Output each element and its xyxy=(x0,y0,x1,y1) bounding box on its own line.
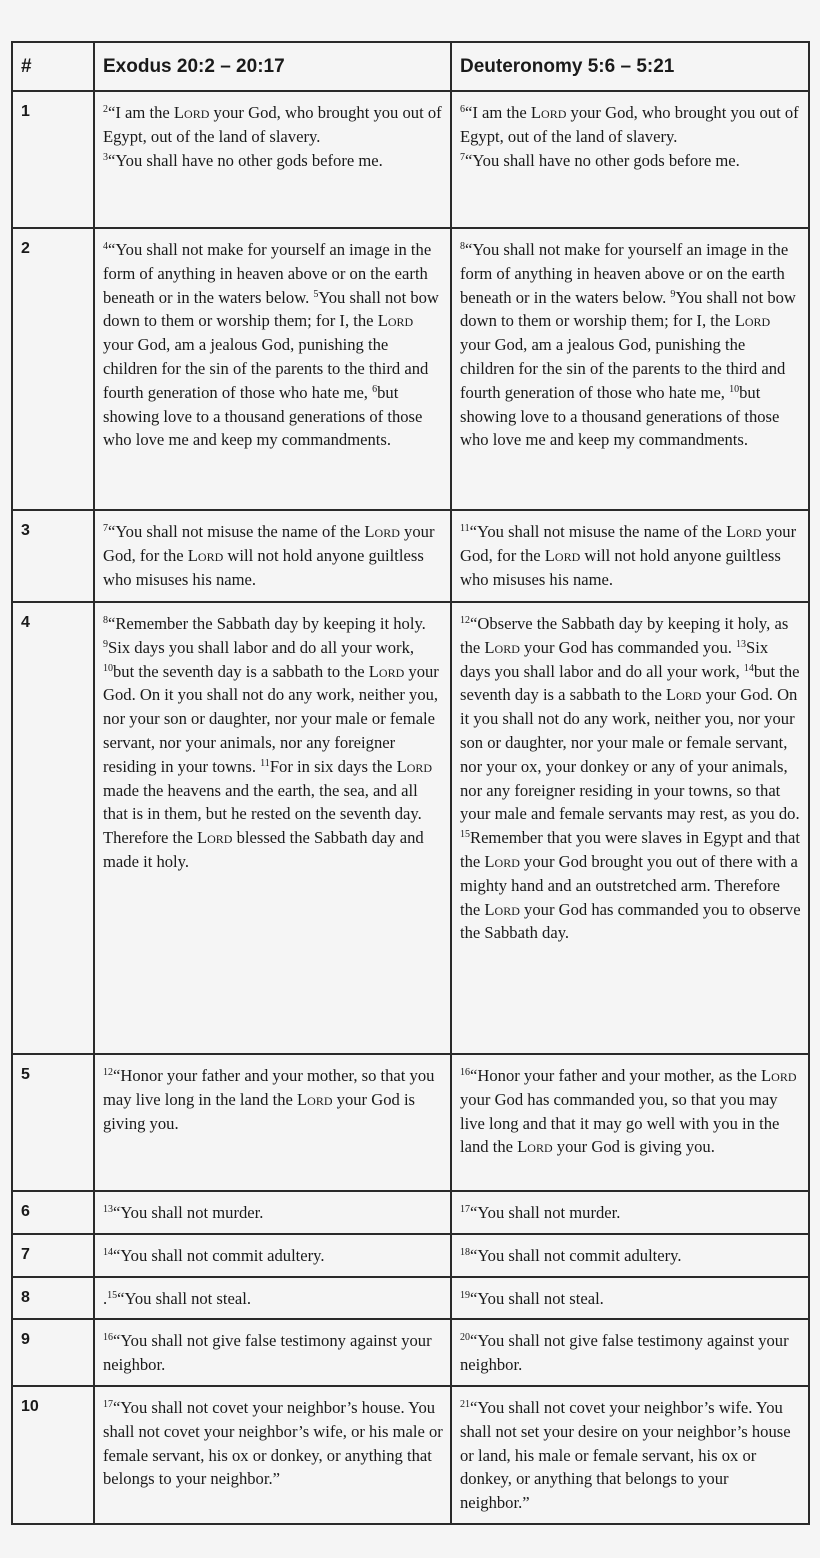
lord-small-caps: Lord xyxy=(517,1137,553,1157)
verse-text: will not hold anyone guiltless who misuses his name. xyxy=(103,545,424,589)
verse-text: your God, who brought you out of Egypt, out of the land of slavery. xyxy=(103,103,442,146)
verse-number: 8 xyxy=(103,615,108,626)
lord-small-caps: Lord xyxy=(734,311,771,331)
header-deuteronomy: Deuteronomy 5:6 – 5:21 xyxy=(451,42,809,91)
verse-text: “Honor your father and your mother, as the xyxy=(470,1066,762,1085)
lord-small-caps: Lord xyxy=(666,685,702,705)
verse-text: your God is giving you. xyxy=(552,1137,715,1157)
lord-small-caps: Lord xyxy=(364,522,400,541)
lord-small-caps: Lord xyxy=(726,522,762,541)
lord-small-caps: Lord xyxy=(544,545,581,565)
verse-text: “You shall have no other gods before me. xyxy=(108,150,383,170)
exodus-cell xyxy=(94,228,451,510)
verse-number: 16 xyxy=(460,1067,470,1078)
verse-text: your God, who brought you out of Egypt, out of the land of slavery. xyxy=(460,103,799,146)
commandment-number: 1 xyxy=(12,91,94,228)
exodus-cell xyxy=(94,1054,451,1191)
deuteronomy-cell xyxy=(451,228,809,510)
lord-small-caps: Lord xyxy=(761,1066,797,1085)
deuteronomy-cell xyxy=(451,1319,809,1386)
exodus-cell xyxy=(94,1191,451,1234)
verse-number: 6 xyxy=(372,383,378,395)
table-row xyxy=(12,228,809,510)
verse-number: 13 xyxy=(736,638,747,650)
verse-text: but showing love to a thousand generations of those who love me and keep my commandments. xyxy=(460,382,780,450)
verse-text: “You shall not murder. xyxy=(113,1203,264,1222)
verse-number: 19 xyxy=(460,1289,470,1301)
deuteronomy-cell xyxy=(451,1277,809,1320)
lord-small-caps: Lord xyxy=(368,661,405,681)
commandment-number: 4 xyxy=(12,602,94,1054)
verse-number: 3 xyxy=(103,151,108,163)
verse-text: “Honor your father and your mother, so that you may live long in the land the xyxy=(103,1066,435,1109)
verse-number: 8 xyxy=(460,241,465,252)
lord-small-caps: Lord xyxy=(187,545,224,565)
deuteronomy-cell xyxy=(451,602,809,1054)
verse-text: You shall not bow down to them or worship them; for I, the xyxy=(460,287,796,331)
lord-small-caps: Lord xyxy=(484,899,520,919)
commandment-number: 10 xyxy=(12,1386,94,1524)
verse-text: “You shall not make for yourself an image in the form of anything in heaven above or on the earth beneath or in the waters below. xyxy=(460,240,789,307)
verse-text: You shall not bow down to them or worship them; for I, the xyxy=(103,287,439,331)
verse-number: 9 xyxy=(670,288,676,300)
commandment-number: 3 xyxy=(12,510,94,602)
verse-text: “You shall not steal. xyxy=(117,1288,251,1308)
verse-number: 6 xyxy=(460,104,465,115)
verse-text: “You shall not give false testimony against your neighbor. xyxy=(460,1331,789,1375)
verse-text: your God, am a jealous God, punishing the children for the sin of the parents to the third and fourth generation of those who hate me, xyxy=(460,335,786,402)
verse-number: 15 xyxy=(107,1289,118,1301)
table-row xyxy=(12,1386,809,1524)
lord-small-caps: Lord xyxy=(484,637,520,657)
exodus-cell xyxy=(94,1277,451,1320)
verse-number: 9 xyxy=(103,638,108,650)
table-row xyxy=(12,602,809,1054)
verse-text: your God. On it you shall not do any work, neither you, nor your son or daughter, nor your male or female servant, nor your animals, nor any foreigner residing in your towns. xyxy=(103,661,439,776)
verse-text: “Remember the Sabbath day by keeping it holy. xyxy=(108,614,426,633)
table-row xyxy=(12,1234,809,1277)
deuteronomy-cell xyxy=(451,1054,809,1191)
verse-number: 14 xyxy=(743,662,754,674)
table-row xyxy=(12,510,809,602)
exodus-cell xyxy=(94,1319,451,1386)
verse-number: 10 xyxy=(729,383,740,395)
verse-text: your God has commanded you to observe the Sabbath day. xyxy=(460,899,801,943)
verse-number: 12 xyxy=(460,615,470,626)
deuteronomy-cell xyxy=(451,510,809,602)
verse-text: “You shall not commit adultery. xyxy=(113,1245,325,1265)
verse-number: 7 xyxy=(460,151,465,163)
verse-text: Six days you shall labor and do all your work, xyxy=(460,637,769,681)
table-row xyxy=(12,91,809,228)
commandment-number: 5 xyxy=(12,1054,94,1191)
deuteronomy-cell xyxy=(451,1234,809,1277)
verse-text: your God, for the xyxy=(103,522,435,565)
deuteronomy-cell xyxy=(451,1191,809,1234)
commandment-number: 6 xyxy=(12,1191,94,1234)
verse-text: “I am the xyxy=(465,103,531,122)
verse-text: your God, for the xyxy=(460,522,797,565)
verse-number: 10 xyxy=(103,662,113,674)
verse-number: 7 xyxy=(103,523,108,534)
verse-text: “You shall have no other gods before me. xyxy=(465,150,740,170)
verse-text: . xyxy=(103,1288,108,1308)
verse-text: but the seventh day is a sabbath to the xyxy=(460,661,800,705)
verse-text: “You shall not misuse the name of the xyxy=(108,522,365,541)
verse-text: but showing love to a thousand generations of those who love me and keep my commandments. xyxy=(103,382,423,450)
verse-text: your God has commanded you. xyxy=(519,637,737,657)
verse-text: “You shall not covet your neighbor’s house. You shall not covet your neighbor’s wife, or his male or female servant, his ox or donkey, or anything that belongs to your neighbor.” xyxy=(103,1397,443,1489)
table-row xyxy=(12,1054,809,1191)
header-exodus: Exodus 20:2 – 20:17 xyxy=(94,42,451,91)
exodus-cell xyxy=(94,510,451,602)
lord-small-caps: Lord xyxy=(484,851,520,871)
verse-text: Six days you shall labor and do all your work, xyxy=(108,637,415,657)
verse-number: 15 xyxy=(460,829,470,841)
verse-number: 16 xyxy=(103,1332,113,1344)
verse-text: your God brought you out of there with a mighty hand and an outstretched arm. Therefore the xyxy=(460,851,798,919)
lord-small-caps: Lord xyxy=(173,103,210,122)
verse-text: your God is giving you. xyxy=(103,1089,416,1133)
verse-text: your God, am a jealous God, punishing the children for the sin of the parents to the third and fourth generation of those who hate me, xyxy=(103,335,429,402)
verse-text: “You shall not murder. xyxy=(470,1203,621,1222)
lord-small-caps: Lord xyxy=(297,1089,333,1109)
header-number: # xyxy=(12,42,94,91)
verse-text: “You shall not commit adultery. xyxy=(470,1245,682,1265)
verse-text: your God has commanded you, so that you may live long and that it may go well with you in the land the xyxy=(460,1089,780,1157)
table-row xyxy=(12,1319,809,1386)
lord-small-caps: Lord xyxy=(530,103,567,122)
verse-number: 20 xyxy=(460,1332,470,1344)
lord-small-caps: Lord xyxy=(396,756,433,776)
verse-text: “You shall not misuse the name of the xyxy=(469,522,727,541)
verse-number: 2 xyxy=(103,104,108,115)
header-row xyxy=(12,42,809,91)
verse-text: “You shall not make for yourself an image in the form of anything in heaven above or on the earth beneath or in the waters below. xyxy=(103,240,432,307)
lord-small-caps: Lord xyxy=(196,828,233,848)
verse-text: “Observe the Sabbath day by keeping it holy, as the xyxy=(460,614,789,657)
verse-text: Remember that you were slaves in Egypt and that the xyxy=(460,828,800,871)
exodus-cell xyxy=(94,1234,451,1277)
exodus-cell xyxy=(94,1386,451,1524)
deuteronomy-cell xyxy=(451,91,809,228)
verse-text: “You shall not steal. xyxy=(470,1288,604,1308)
verse-number: 21 xyxy=(460,1398,470,1410)
verse-text: but the seventh day is a sabbath to the xyxy=(113,661,369,681)
verse-text: made the heavens and the earth, the sea, and all that is in them, but he rested on the seventh day. Therefore the xyxy=(103,780,422,848)
table-row xyxy=(12,1277,809,1320)
verse-number: 4 xyxy=(103,241,108,252)
verse-number: 12 xyxy=(103,1067,113,1078)
verse-number: 13 xyxy=(103,1204,113,1215)
verse-number: 11 xyxy=(260,757,270,769)
verse-number: 11 xyxy=(460,523,470,534)
verse-number: 5 xyxy=(313,288,319,300)
verse-text: “You shall not covet your neighbor’s wife. You shall not set your desire on your neighbor’s house or land, his male or female servant, his ox or donkey, or anything that belongs to your neighbor.” xyxy=(460,1397,791,1513)
exodus-cell xyxy=(94,602,451,1054)
verse-number: 14 xyxy=(103,1246,113,1258)
exodus-cell xyxy=(94,91,451,228)
verse-text: For in six days the xyxy=(269,756,397,776)
table-body xyxy=(12,91,809,1524)
verse-number: 17 xyxy=(460,1204,470,1215)
lord-small-caps: Lord xyxy=(377,311,414,331)
verse-number: 18 xyxy=(460,1246,470,1258)
commandments-comparison-table xyxy=(11,41,810,1525)
table-row xyxy=(12,1191,809,1234)
verse-text: blessed the Sabbath day and made it holy. xyxy=(103,828,424,871)
verse-text: “You shall not give false testimony against your neighbor. xyxy=(103,1331,432,1375)
commandment-number: 9 xyxy=(12,1319,94,1386)
commandment-number: 8 xyxy=(12,1277,94,1320)
verse-text: “I am the xyxy=(108,103,174,122)
commandment-number: 7 xyxy=(12,1234,94,1277)
verse-text: will not hold anyone guiltless who misuses his name. xyxy=(460,545,781,589)
deuteronomy-cell xyxy=(451,1386,809,1524)
commandment-number: 2 xyxy=(12,228,94,510)
verse-text: your God. On it you shall not do any work, neither you, nor your son or daughter, nor your male or female servant, nor your ox, your donkey or any of your animals, nor any foreigner residing in your towns, so that your male and female servants may rest, as you do. xyxy=(460,685,800,824)
verse-number: 17 xyxy=(103,1398,113,1410)
